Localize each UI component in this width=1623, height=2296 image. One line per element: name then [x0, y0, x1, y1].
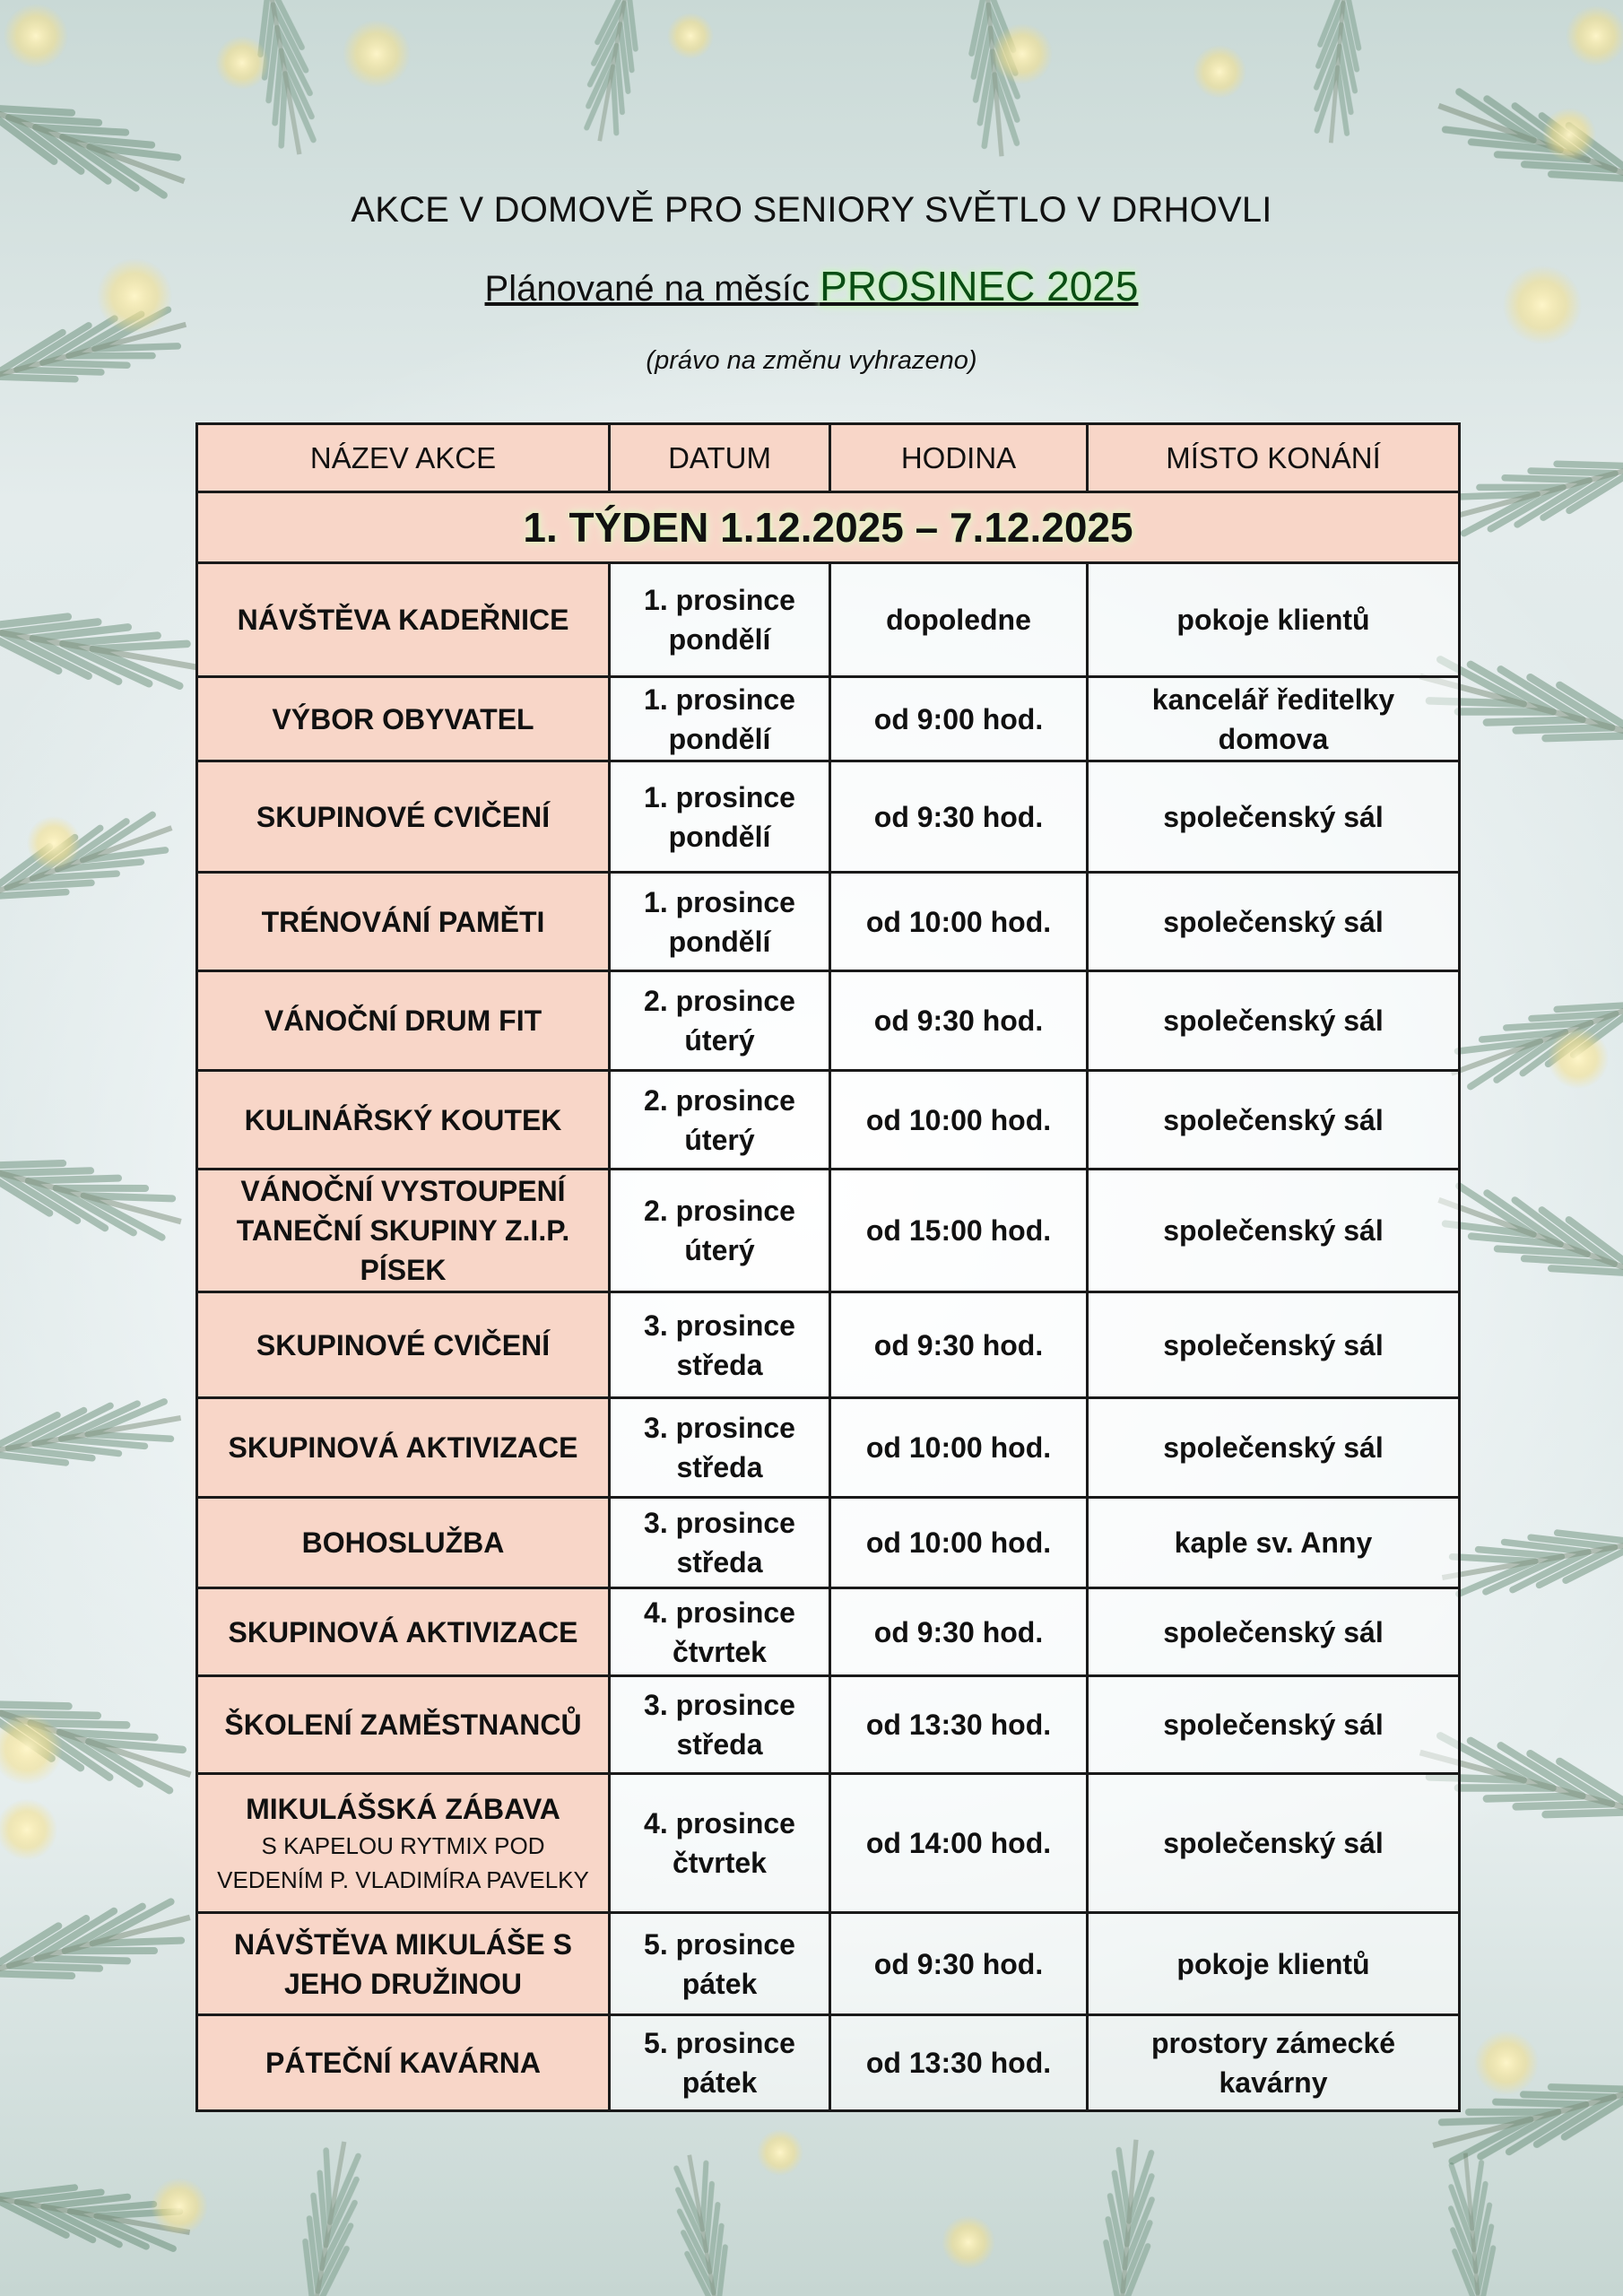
event-place: kaple sv. Anny [1088, 1498, 1460, 1588]
event-name [197, 873, 610, 971]
event-date-weekday: pátek [681, 2066, 758, 2099]
event-title: KULINÁŘSKÝ KOUTEK [244, 1103, 562, 1136]
event-title: VÝBOR OBYVATEL [272, 702, 534, 735]
event-date-weekday: úterý [684, 1024, 755, 1057]
event-date-weekday: pondělí [668, 925, 771, 958]
event-title: VÁNOČNÍ DRUM FIT [264, 1004, 542, 1037]
event-name [197, 1071, 610, 1170]
event-date [610, 1676, 830, 1774]
event-name [197, 1498, 610, 1588]
event-title: NÁVŠTĚVA MIKULÁŠE S JEHO DRUŽINOU [234, 1927, 572, 2000]
event-name [197, 1170, 610, 1292]
event-time: od 9:30 hod. [830, 1292, 1088, 1398]
table-row [197, 1292, 1460, 1398]
event-time: od 13:30 hod. [830, 2015, 1088, 2111]
event-date-day: 5. prosince [644, 1927, 795, 1961]
event-date-day: 1. prosince [644, 683, 795, 716]
event-name [197, 761, 610, 873]
table-row [197, 1071, 1460, 1170]
event-name [197, 1398, 610, 1498]
event-date-day: 3. prosince [644, 1689, 795, 1721]
event-date [610, 1398, 830, 1498]
table-row [197, 1398, 1460, 1498]
page-title: AKCE V DOMOVĚ PRO SENIORY SVĚTLO V DRHOVLI [351, 190, 1272, 230]
event-place: společenský sál [1088, 1292, 1460, 1398]
event-name [197, 1676, 610, 1774]
event-name [197, 563, 610, 677]
event-date-weekday: čtvrtek [673, 1847, 767, 1879]
event-date-weekday: středa [676, 1546, 763, 1578]
column-header-place: MÍSTO KONÁNÍ [1088, 424, 1460, 492]
event-time: od 10:00 hod. [830, 1498, 1088, 1588]
event-time: od 9:30 hod. [830, 1913, 1088, 2015]
event-date-day: 1. prosince [644, 885, 795, 918]
event-date-weekday: úterý [684, 1123, 755, 1156]
event-time: od 9:30 hod. [830, 1588, 1088, 1676]
event-name [197, 2015, 610, 2111]
event-date [610, 1170, 830, 1292]
table-row [197, 761, 1460, 873]
event-date-weekday: středa [676, 1728, 763, 1761]
event-time: od 10:00 hod. [830, 1398, 1088, 1498]
event-place: společenský sál [1088, 1398, 1460, 1498]
event-subtitle: S KAPELOU RYTMIX POD VEDENÍM P. VLADIMÍRA PAVELKY [217, 1832, 589, 1893]
event-place: pokoje klientů [1088, 563, 1460, 677]
table-row [197, 873, 1460, 971]
event-time: dopoledne [830, 563, 1088, 677]
table-row [197, 563, 1460, 677]
month-highlight: PROSINEC 2025 [820, 263, 1139, 309]
event-place: společenský sál [1088, 761, 1460, 873]
event-time: od 9:30 hod. [830, 761, 1088, 873]
event-date [610, 677, 830, 761]
event-date [610, 1498, 830, 1588]
event-title: PÁTEČNÍ KAVÁRNA [265, 2047, 541, 2079]
event-date-weekday: pondělí [668, 623, 771, 656]
event-name [197, 1913, 610, 2015]
event-date-weekday: pondělí [668, 820, 771, 853]
event-title: SKUPINOVÉ CVIČENÍ [256, 800, 551, 833]
table-row [197, 677, 1460, 761]
event-time: od 10:00 hod. [830, 873, 1088, 971]
event-date [610, 563, 830, 677]
event-time: od 15:00 hod. [830, 1170, 1088, 1292]
event-date [610, 1913, 830, 2015]
event-date-day: 1. prosince [644, 584, 795, 616]
event-title: SKUPINOVÁ AKTIVIZACE [228, 1615, 578, 1648]
event-date-day: 2. prosince [644, 1195, 795, 1227]
event-date-weekday: středa [676, 1451, 763, 1483]
event-time: od 14:00 hod. [830, 1774, 1088, 1913]
table-row [197, 1588, 1460, 1676]
event-title: ŠKOLENÍ ZAMĚSTNANCŮ [224, 1709, 582, 1741]
subtitle-prefix: Plánované na měsíc [484, 269, 820, 309]
event-title: VÁNOČNÍ VYSTOUPENÍ TANEČNÍ SKUPINY Z.I.P. PÍSEK [236, 1175, 570, 1286]
event-title: TRÉNOVÁNÍ PAMĚTI [261, 905, 545, 938]
column-header-time: HODINA [830, 424, 1088, 492]
event-title: NÁVŠTĚVA KADEŘNICE [237, 604, 569, 636]
event-title: SKUPINOVÁ AKTIVIZACE [228, 1431, 578, 1464]
table-row [197, 1913, 1460, 2015]
event-place: společenský sál [1088, 873, 1460, 971]
event-name [197, 1774, 610, 1913]
table-row [197, 1676, 1460, 1774]
event-date-day: 3. prosince [644, 1507, 795, 1539]
column-header-date: DATUM [610, 424, 830, 492]
event-date [610, 1071, 830, 1170]
event-title: SKUPINOVÉ CVIČENÍ [256, 1328, 551, 1361]
event-time: od 10:00 hod. [830, 1071, 1088, 1170]
event-place: pokoje klientů [1088, 1913, 1460, 2015]
event-place: společenský sál [1088, 1170, 1460, 1292]
event-title: MIKULÁŠSKÁ ZÁBAVA [246, 1793, 560, 1825]
page-subtitle [0, 262, 1623, 310]
event-time: od 13:30 hod. [830, 1676, 1088, 1774]
event-date-day: 4. prosince [644, 1596, 795, 1629]
table-row [197, 971, 1460, 1071]
event-date [610, 761, 830, 873]
event-date-day: 1. prosince [644, 780, 795, 813]
table-row [197, 1170, 1460, 1292]
event-time: od 9:00 hod. [830, 677, 1088, 761]
event-date [610, 1774, 830, 1913]
event-time: od 9:30 hod. [830, 971, 1088, 1071]
event-place: prostory zámecké kavárny [1088, 2015, 1460, 2111]
table-row [197, 1774, 1460, 1913]
event-place: společenský sál [1088, 1588, 1460, 1676]
event-date [610, 2015, 830, 2111]
event-date-weekday: středa [676, 1348, 763, 1381]
event-date [610, 873, 830, 971]
event-name [197, 677, 610, 761]
event-date-weekday: pondělí [668, 722, 771, 755]
table-row [197, 1498, 1460, 1588]
event-name [197, 1588, 610, 1676]
change-note: (právo na změnu vyhrazeno) [646, 346, 977, 375]
column-header-name: NÁZEV AKCE [197, 424, 610, 492]
event-date-day: 5. prosince [644, 2027, 795, 2059]
events-table [195, 422, 1461, 2112]
event-place: společenský sál [1088, 1774, 1460, 1913]
week-label: 1. TÝDEN 1.12.2025 – 7.12.2025 [197, 492, 1460, 563]
event-place: kancelář ředitelky domova [1088, 677, 1460, 761]
event-place: společenský sál [1088, 971, 1460, 1071]
event-date [610, 1588, 830, 1676]
event-name [197, 1292, 610, 1398]
event-date-weekday: úterý [684, 1234, 755, 1266]
event-name [197, 971, 610, 1071]
event-title: BOHOSLUŽBA [301, 1526, 505, 1559]
event-date [610, 1292, 830, 1398]
event-place: společenský sál [1088, 1676, 1460, 1774]
event-date-day: 2. prosince [644, 1083, 795, 1117]
event-date-day: 2. prosince [644, 985, 795, 1017]
table-row [197, 2015, 1460, 2111]
event-date-weekday: čtvrtek [673, 1635, 767, 1668]
event-date-day: 4. prosince [644, 1807, 795, 1839]
event-date-day: 3. prosince [644, 1309, 795, 1342]
event-place: společenský sál [1088, 1071, 1460, 1170]
event-date [610, 971, 830, 1071]
event-date-day: 3. prosince [644, 1412, 795, 1444]
event-date-weekday: pátek [681, 1967, 758, 2000]
